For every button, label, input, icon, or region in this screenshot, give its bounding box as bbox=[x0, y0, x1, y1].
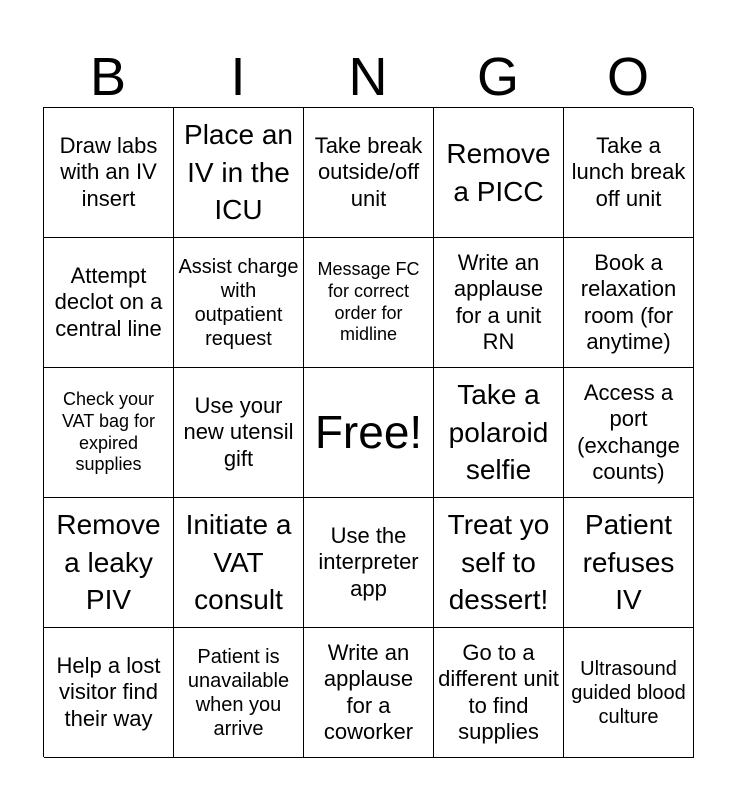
bingo-header bbox=[43, 48, 693, 106]
bingo-cell[interactable] bbox=[44, 628, 174, 758]
cell-label: Assist charge with outpatient request bbox=[178, 255, 299, 350]
bingo-cell[interactable] bbox=[304, 498, 434, 628]
bingo-cell[interactable] bbox=[44, 108, 174, 238]
bingo-cell[interactable] bbox=[304, 108, 434, 238]
bingo-cell[interactable] bbox=[304, 628, 434, 758]
cell-label: Go to a different unit to find supplies bbox=[438, 639, 559, 744]
bingo-cell[interactable] bbox=[564, 368, 694, 498]
header-letter-o: O bbox=[606, 47, 649, 107]
cell-label: Take a polaroid selfie bbox=[448, 378, 549, 486]
bingo-cell[interactable] bbox=[434, 108, 564, 238]
bingo-cell[interactable] bbox=[44, 368, 174, 498]
header-letter-i: I bbox=[230, 47, 246, 107]
cell-label: Ultrasound guided blood culture bbox=[571, 657, 686, 728]
bingo-cell[interactable] bbox=[174, 108, 304, 238]
cell-label: Draw labs with an IV insert bbox=[59, 132, 158, 211]
free-space-cell[interactable] bbox=[304, 368, 434, 498]
bingo-cell[interactable] bbox=[174, 628, 304, 758]
bingo-board bbox=[43, 107, 693, 757]
cell-label: Message FC for correct order for midline bbox=[317, 259, 420, 345]
bingo-cell[interactable] bbox=[44, 238, 174, 368]
bingo-cell[interactable] bbox=[434, 238, 564, 368]
bingo-cell[interactable] bbox=[304, 238, 434, 368]
bingo-cell[interactable] bbox=[434, 498, 564, 628]
cell-label: Write an applause for a coworker bbox=[323, 639, 414, 744]
bingo-cell[interactable] bbox=[564, 628, 694, 758]
bingo-cell[interactable] bbox=[434, 368, 564, 498]
cell-label: Remove a leaky PIV bbox=[56, 508, 161, 616]
bingo-cell[interactable] bbox=[174, 368, 304, 498]
header-letter-b: B bbox=[89, 47, 127, 107]
cell-label: Book a relaxation room (for anytime) bbox=[580, 249, 677, 354]
cell-label: Check your VAT bag for expired supplies bbox=[61, 389, 156, 475]
bingo-cell[interactable] bbox=[564, 498, 694, 628]
bingo-cell[interactable] bbox=[174, 498, 304, 628]
bingo-cell[interactable] bbox=[564, 108, 694, 238]
bingo-cell[interactable] bbox=[564, 238, 694, 368]
cell-label: Use your new utensil gift bbox=[183, 392, 294, 471]
header-letter-n: N bbox=[348, 47, 388, 107]
cell-label: Remove a PICC bbox=[446, 137, 551, 207]
cell-label: Take a lunch break off unit bbox=[571, 132, 686, 211]
cell-label: Attempt declot on a central line bbox=[54, 262, 163, 341]
cell-label: Access a port (exchange counts) bbox=[577, 379, 680, 484]
bingo-cell[interactable] bbox=[44, 498, 174, 628]
cell-label: Treat yo self to dessert! bbox=[447, 508, 550, 616]
cell-label: Use the interpreter app bbox=[318, 522, 419, 601]
header-letter-g: G bbox=[476, 47, 519, 107]
bingo-cell[interactable] bbox=[434, 628, 564, 758]
cell-label: Take break outside/off unit bbox=[314, 132, 423, 211]
free-space-label: Free! bbox=[314, 405, 423, 458]
cell-label: Write an applause for a unit RN bbox=[453, 249, 544, 354]
cell-label: Patient is unavailable when you arrive bbox=[187, 645, 290, 740]
cell-label: Place an IV in the ICU bbox=[184, 118, 293, 226]
cell-label: Patient refuses IV bbox=[582, 508, 675, 616]
cell-label: Initiate a VAT consult bbox=[185, 508, 292, 616]
bingo-cell[interactable] bbox=[174, 238, 304, 368]
cell-label: Help a lost visitor find their way bbox=[56, 652, 161, 731]
